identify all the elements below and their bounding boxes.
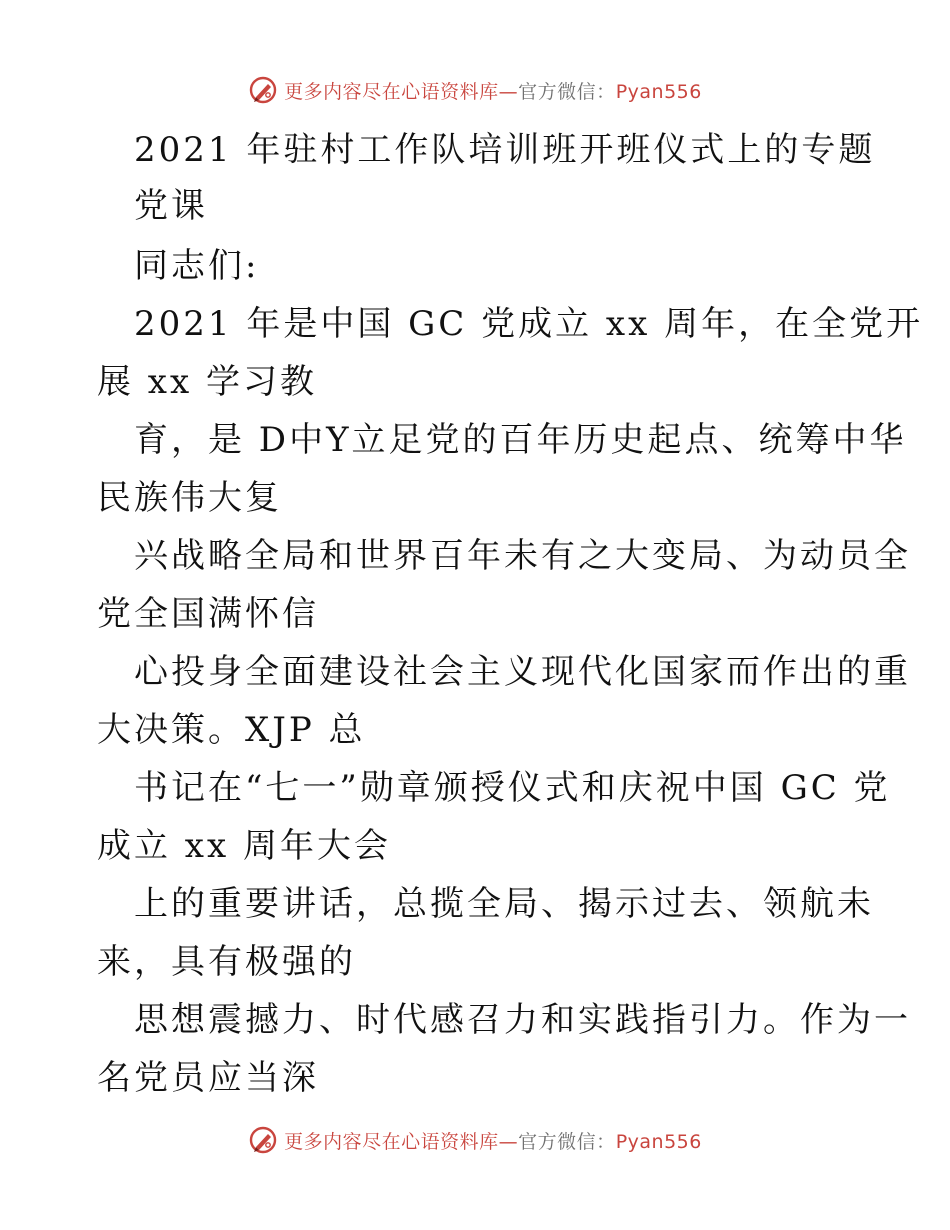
paragraph-line: 名党员应当深 [97,1058,319,1098]
paragraph-line: 党全国满怀信 [97,594,319,634]
paragraph-line: 成立 xx 周年大会 [97,826,391,866]
paragraph-line: 民族伟大复 [97,478,282,518]
paragraph-line: 思想震撼力、时代感召力和实践指引力。作为一 [134,1000,911,1040]
paragraph-line: 心投身全面建设社会主义现代化国家而作出的重 [134,652,911,692]
paragraph-line: 大决策。XJP 总 [97,710,366,750]
footer-banner-text: 更多内容尽在心语资料库—官方微信：Pyan556 [284,1130,702,1153]
paragraph-line: 育，是 D中Y立足党的百年历史起点、统筹中华 [134,420,907,460]
paragraph-line: 书记在“七一”勋章颁授仪式和庆祝中国 GC 党 [134,768,891,808]
paragraph-line: 来，具有极强的 [97,942,356,982]
paragraph-line: 2021 年是中国 GC 党成立 xx 周年，在全党开 [134,304,924,344]
pen-logo-icon [248,1125,278,1155]
paragraph-line: 展 xx 学习教 [97,362,317,402]
footer-banner [0,1120,950,1160]
paragraph-line: 上的重要讲话，总揽全局、揭示过去、领航未 [134,884,874,924]
document-title-line-1: 2021 年驻村工作队培训班开班仪式上的专题 [134,130,876,170]
document-title-line-2: 党课 [134,186,208,226]
header-banner-text: 更多内容尽在心语资料库—官方微信：Pyan556 [284,80,702,103]
paragraph-line: 兴战略全局和世界百年未有之大变局、为动员全 [134,536,911,576]
salutation: 同志们: [134,246,260,286]
